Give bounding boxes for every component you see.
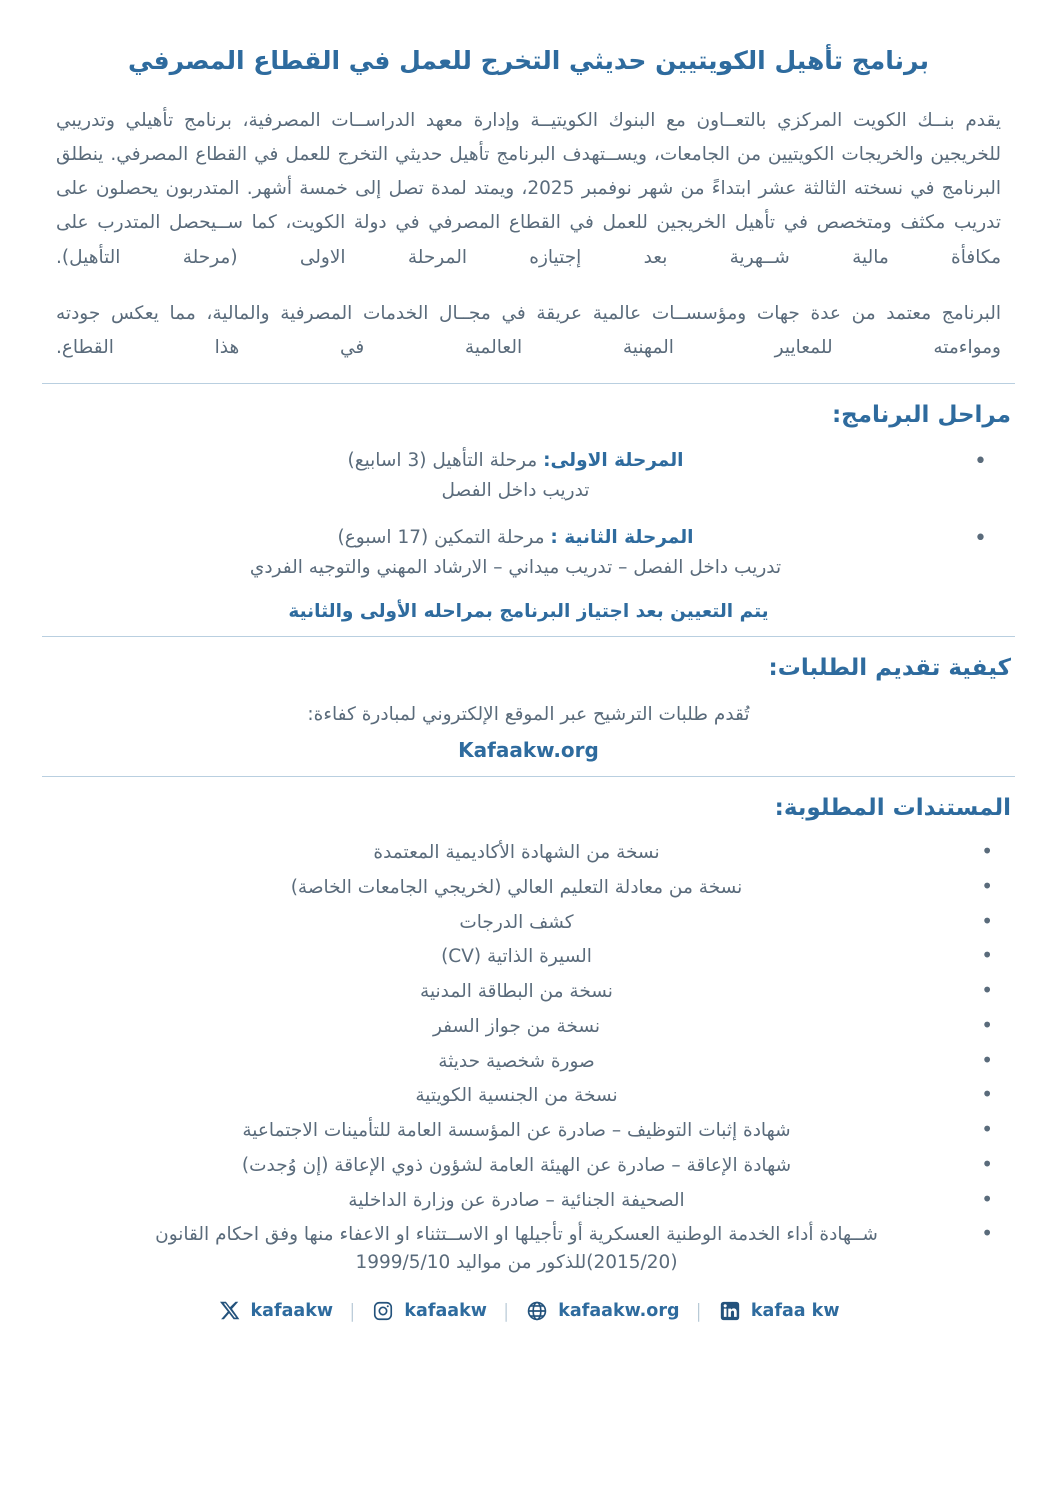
social-x[interactable] [202,1299,349,1323]
intro-paragraph-2: البرنامج معتمد من عدة جهات ومؤسســات عالمية عريقة في مجــال الخدمات المصرفية والمالية، مما يعكس جودته ومواءمته للمعايير المهنية العالمية في هذا القطاع. [56,302,1001,359]
page-title: برنامج تأهيل الكويتيين حديثي التخرج للعمل في القطاع المصرفي [127,46,929,75]
list-item [64,1013,993,1041]
social-linkedin[interactable] [702,1299,856,1323]
document-item-text: كشف الدرجات [459,911,574,933]
phase-detail: تدريب داخل الفصل – تدريب ميداني – الارشاد المهني والتوجيه الفردي [249,557,782,579]
social-handle: kafaakw.org [558,1300,680,1321]
document-item-text: نسخة من معادلة التعليم العالي (لخريجي الجامعات الخاصة) [290,876,743,898]
social-instagram[interactable] [355,1299,502,1323]
social-handle: kafaakw [404,1300,487,1321]
list-item [64,1187,993,1215]
phase-value: مرحلة التأهيل (3 اسابيع) [347,450,544,472]
phases-list [70,446,987,582]
separator: | [695,1299,702,1322]
documents-list [64,839,993,1277]
apply-website-link[interactable]: Kafaakw.org [458,738,599,763]
linkedin-icon [718,1299,742,1323]
list-item [64,1117,993,1145]
list-item [64,1048,993,1076]
phases-heading: مراحل البرنامج: [831,402,1011,429]
phase-label: المرحلة الاولى: [543,450,684,472]
document-item-text: صورة شخصية حديثة [438,1050,595,1072]
separator: | [502,1299,510,1322]
social-handle: kafaakw [250,1300,333,1321]
divider [42,776,1015,777]
phase-detail: تدريب داخل الفصل [441,479,590,501]
document-item-text: • شــهادة أداء الخدمة الوطنية العسكرية أو تأجيلها او الاســتثناء او الاعفاء منها وفق احكام القانون [155,1224,878,1246]
list-item [64,874,993,902]
social-handle: kafaa kw [750,1300,840,1321]
phase-value: مرحلة التمكين (17 اسبوع) [337,527,551,549]
list-item [64,978,993,1006]
documents-heading: المستندات المطلوبة: [774,795,1011,822]
apply-text: تُقدم طلبات الترشيح عبر الموقع الإلكتروني لمبادرة كفاءة: [307,703,750,725]
intro-section [30,104,1027,366]
document-item-text: شهادة إثبات التوظيف – صادرة عن المؤسسة العامة للتأمينات الاجتماعية [242,1120,791,1142]
list-item [70,523,987,582]
document-item-text: السيرة الذاتية (CV) [441,946,592,968]
list-item [64,839,993,867]
social-website[interactable] [509,1299,695,1323]
document-item-text: نسخة من الجنسية الكويتية [415,1085,618,1107]
phase-label: المرحلة الثانية : [550,527,694,549]
list-item [64,1082,993,1110]
document-item-subtext: (2015/20)للذكور من مواليد 1999/5/10 [355,1252,678,1274]
intro-paragraph-1: يقدم بنــك الكويت المركزي بالتعــاون مع البنوك الكويتيــة وإدارة معهد الدراســات المصرفية، برنامج تأهيلي وتدريبي للخريجين والخريجات الكويتيين من الجامعات، ويســتهدف البرنامج تأهيل حديثي التخرج للعمل في القطاع المصرفي. ينطلق البرنامج في نسخته الثالثة عشر ابتداءً من شهر نوفمبر 2025، ويمتد لمدة تصل إلى خمسة أشهر. المتدربون يحصلون على تدريب مكثف ومتخصص في تأهيل الخريجين للعمل في القطاع المصرفي في دولة الكويت، كما ســيحصل المتدرب على مكافأة مالية شــهرية بعد إجتيازه المرحلة الاولى (مرحلة التأهيل). [56,109,1002,268]
list-item [64,1221,993,1277]
globe-icon [525,1299,549,1323]
document-item-text: الصحيفة الجنائية – صادرة عن وزارة الداخلية [348,1189,685,1211]
document-item-text: نسخة من جواز السفر [432,1015,601,1037]
list-item [64,909,993,937]
divider [42,383,1015,384]
appointment-note: يتم التعيين بعد اجتياز البرنامج بمراحله الأولى والثانية [288,600,769,622]
list-item [64,1152,993,1180]
apply-heading: كيفية تقديم الطلبات: [768,654,1011,681]
document-item-text: نسخة من البطاقة المدنية [420,981,613,1003]
divider [42,636,1015,637]
x-twitter-icon [218,1299,242,1323]
instagram-icon [371,1299,395,1323]
separator: | [349,1299,356,1322]
document-item-text: نسخة من الشهادة الأكاديمية المعتمدة [373,842,660,864]
list-item [70,446,987,505]
list-item [64,943,993,971]
footer-social-bar [30,1299,1027,1323]
document-item-text: شهادة الإعاقة – صادرة عن الهيئة العامة لشؤون ذوي الإعاقة (إن وُجدت) [241,1154,792,1176]
